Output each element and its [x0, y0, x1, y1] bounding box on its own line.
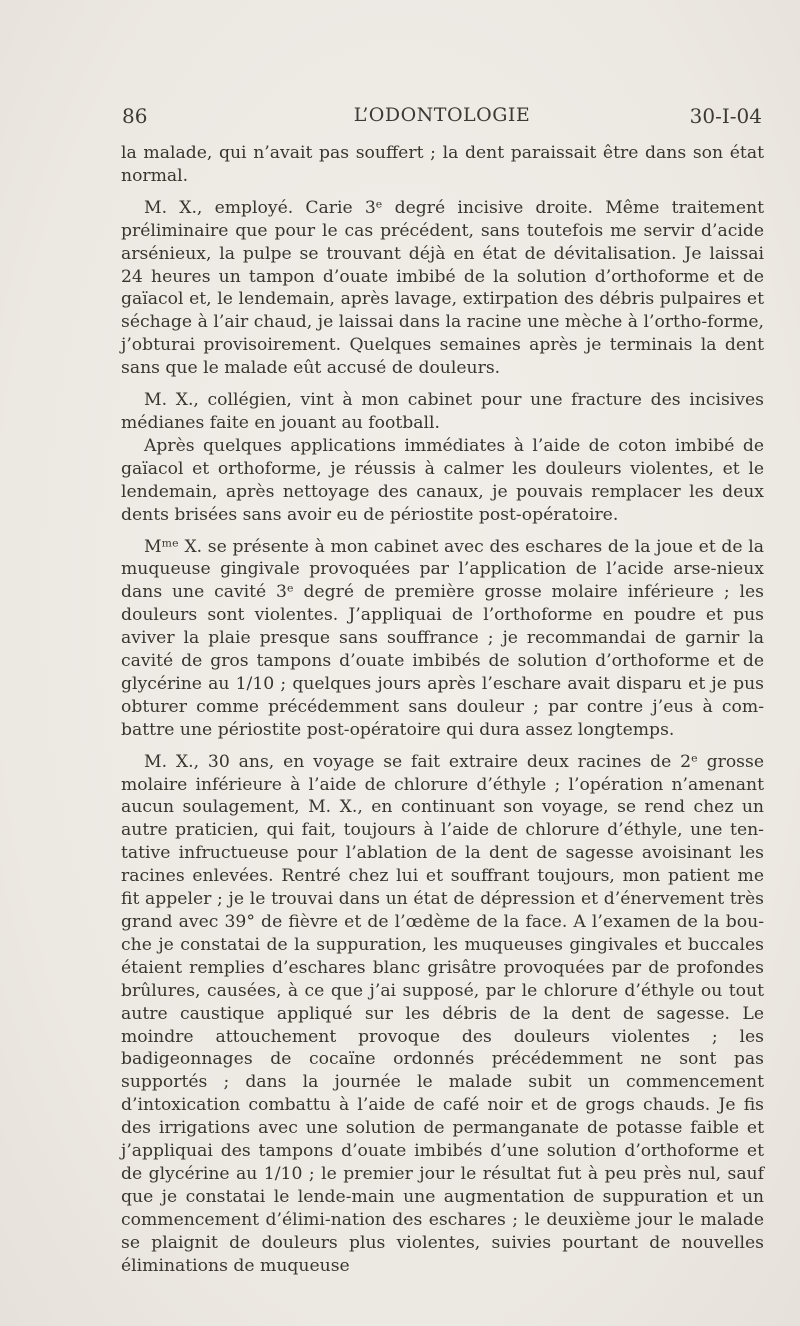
text-line: nieux dans une cavité 3ᵉ degré de première grosse molaire inférieure ;: [121, 559, 764, 603]
text-line: nation des eschares ; le deuxième jour le malade se plaignit de douleurs: [121, 1209, 764, 1253]
text-line: préliminaire que pour le cas précédent, sans toutefois me servir d’acide: [121, 220, 764, 241]
text-line: de permanganate de potasse faible et j’appliquai des tampons d’ouate: [121, 1118, 765, 1162]
text-line: Mᵐᵉ X. se présente à mon cabinet avec des eschares de la joue et: [144, 536, 716, 557]
text-line: café noir et de grogs chauds. Je fis des irrigations avec une solution: [121, 1095, 764, 1139]
text-line: che je constatai de la suppuration, les muqueuses gingivales et buccales: [121, 934, 764, 955]
text-line: deux dents brisées sans avoir eu de périostite post-opératoire.: [121, 481, 764, 525]
text-line: de gaïacol et orthoforme, je réussis à calmer les douleurs violentes, et: [121, 435, 764, 479]
text-line: gaïacol et, le lendemain, après lavage, extirpation des débris pulpaires: [121, 289, 742, 310]
text-line: plus violentes, suivies pourtant de nouvelles éliminations de muqueuse: [121, 1232, 764, 1276]
text-line: glycérine au 1/10 ; quelques jours après l’eschare avait disparu et je pus: [121, 673, 764, 694]
text-line: tative infructueuse pour l’ablation de la dent de sagesse avoisinant les: [121, 843, 764, 864]
text-line: fit appeler ; je le trouvai dans un état de dépression et d’énervement très: [121, 889, 764, 910]
text-line: autre caustique appliqué sur les débris de la dent de sagesse. Le moindre: [121, 1003, 764, 1047]
text-line: médianes faite en jouant au football.: [121, 412, 440, 433]
text-line: grand avec 39° de fièvre et de l’œdème de la face. A l’examen de la bou-: [121, 912, 764, 932]
text-line: autre praticien, qui fait, toujours à l’aide de chlorure d’éthyle, une ten-: [121, 820, 764, 841]
page-number: 86: [122, 104, 148, 128]
text-line: arsénieux, la pulpe se trouvant déjà en état de dévitalisation. Je laissai: [121, 243, 764, 264]
text-line: molaire inférieure à l’aide de chlorure d’éthyle ; l’opération n’amenant: [121, 774, 764, 795]
text-line: attouchement provoque des douleurs violentes ; les badigeonnages de: [121, 1026, 764, 1070]
issue-date: 30-I-04: [689, 104, 762, 128]
article-body: [121, 142, 764, 1278]
text-line: aviver la plaie presque sans souffrance ; je recommandai de garnir la: [121, 628, 764, 649]
running-header: [122, 104, 762, 134]
paragraph: [121, 536, 764, 742]
paragraph: [121, 435, 764, 527]
text-line: le malade subit un commencement d’intoxication combattu à l’aide de: [121, 1072, 764, 1116]
text-line: main une augmentation de suppuration et un commencement d’élimi-: [121, 1186, 764, 1230]
text-line: cocaïne ordonnés précédemment ne sont pas supportés ; dans la journée: [121, 1049, 764, 1093]
text-line: M. X., employé. Carie 3ᵉ degré incisive droite. Même traitement: [144, 197, 764, 218]
text-line: état normal.: [121, 143, 764, 186]
text-line: battre une périostite post-opératoire qui dura assez longtemps.: [121, 719, 675, 740]
paragraph: [121, 197, 764, 380]
paragraph: [121, 142, 764, 188]
text-line: obturer comme précédemment sans douleur ; par contre j’eus à com-: [121, 696, 764, 717]
text-line: le lendemain, après nettoyage des canaux, je pouvais remplacer les: [121, 458, 765, 502]
text-line: jour le résultat fut à peu près nul, sauf que je constatai le lende-: [121, 1163, 764, 1207]
text-line: racines enlevées. Rentré chez lui et souffrant toujours, mon patient me: [121, 866, 764, 887]
text-line: la dent sans que le malade eût accusé de douleurs.: [121, 335, 765, 379]
text-line: M. X., 30 ans, en voyage se fait extraire deux racines de 2ᵉ grosse: [144, 751, 764, 772]
text-line: de la muqueuse gingivale provoquées par l’application de l’acide arse-: [121, 536, 764, 580]
text-line: imbibés d’une solution d’orthoforme et de glycérine au 1/10 ; le premier: [121, 1141, 764, 1184]
text-line: et séchage à l’air chaud, je laissai dans la racine une mèche à l’ortho-: [121, 289, 764, 333]
text-line: Après quelques applications immédiates à l’aide de coton imbibé: [144, 435, 735, 456]
text-line: les douleurs sont violentes. J’appliquai de l’orthoforme en poudre et pus: [121, 582, 764, 626]
text-line: aucun soulagement, M. X., en continuant son voyage, se rend chez un: [121, 797, 764, 818]
text-line: brûlures, causées, à ce que j’ai supposé, par le chlorure d’éthyle ou tout: [121, 980, 764, 1001]
text-line: cavité de gros tampons d’ouate imbibés de solution d’orthoforme et de: [121, 651, 764, 672]
paragraph: [121, 751, 764, 1278]
text-line: forme, j’obturai provisoirement. Quelques semaines après je terminais: [121, 312, 764, 356]
text-line: 24 heures un tampon d’ouate imbibé de la solution d’orthoforme et de: [121, 266, 764, 287]
paragraph: [121, 389, 764, 435]
journal-title: L’ODONTOLOGIE: [353, 104, 531, 126]
text-line: la malade, qui n’avait pas souffert ; la dent paraissait être dans son: [121, 143, 724, 163]
text-line: étaient remplies d’eschares blanc grisâtre provoquées par de profondes: [121, 957, 764, 978]
text-line: M. X., collégien, vint à mon cabinet pour une fracture des incisives: [144, 390, 764, 411]
